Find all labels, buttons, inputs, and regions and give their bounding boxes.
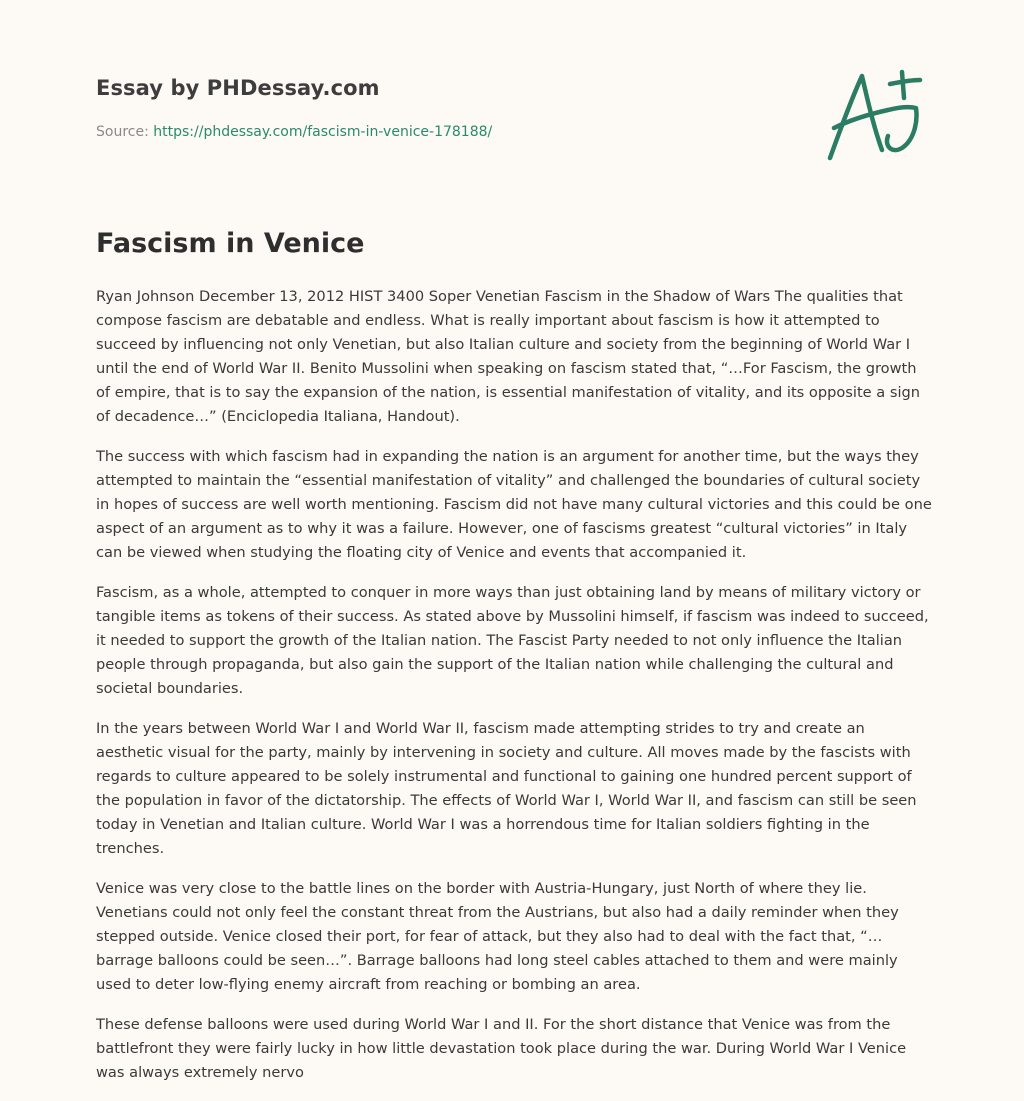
site-brand: Essay by PHDessay.com [96,76,380,100]
essay-paragraph: In the years between World War I and World War II, fascism made attempting strides to try and create an aesthetic visual for the party, mainly by intervening in society and culture. All moves made by the fascists with regards to culture appeared to be solely instrumental and functional to gaining one hundred percent support of the population in favor of the dictatorship. The effects of World War I, World War II, and fascism can still be seen today in Venetian and Italian culture. World War I was a horrendous time for Italian soldiers fighting in the trenches. [96,720,917,857]
essay-paragraph: Ryan Johnson December 13, 2012 HIST 3400 Soper Venetian Fascism in the Shadow of Wars The qualities that compose fascism are debatable and endless. What is really important about fascism is how it attempted to succeed by influencing not only Venetian, but also Italian culture and society from the beginning of World War I until the end of World War II. Benito Mussolini when speaking on fascism stated that, “…For Fascism, the growth of empire, that is to say the expansion of the nation, is essential manifestation of vitality, and its opposite a sign of decadence…” (Enciclopedia Italiana, Handout). [96,288,921,425]
essay-paragraph: Venice was very close to the battle lines on the border with Austria-Hungary, just North of where they lie. Venetians could not only feel the constant threat from the Austrians, but also had a daily reminder when they stepped outside. Venice closed their port, for fear of attack, but they also had to deal with the fact that, “…barrage balloons could be seen…”. Barrage balloons had long steel cables attached to them and were mainly used to deter low-flying enemy aircraft from reaching or bombing an area. [96,880,899,993]
a-plus-logo-icon [818,66,928,166]
essay-body [96,285,932,1101]
essay-paragraph: Fascism, as a whole, attempted to conquer in more ways than just obtaining land by means of military victory or tangible items as tokens of their success. As stated above by Mussolini himself, if fascism was indeed to succeed, it needed to support the growth of the Italian nation. The Fascist Party needed to not only influence the Italian people through propaganda, but also gain the support of the Italian nation while challenging the cultural and societal boundaries. [96,584,929,697]
essay-paragraph: These defense balloons were used during World War I and II. For the short distance that Venice was from the battlefront they were fairly lucky in how little devastation took place during the war. During World War I Venice was always extremely nervo [96,1016,907,1081]
source-label: Source: [96,124,154,140]
source-line [96,124,492,140]
source-link[interactable]: https://phdessay.com/fascism-in-venice-178188/ [153,124,493,140]
essay-paragraph: The success with which fascism had in expanding the nation is an argument for another time, but the ways they attempted to maintain the “essential manifestation of vitality” and challenged the boundaries of cultural society in hopes of success are well worth mentioning. Fascism did not have many cultural victories and this could be one aspect of an argument as to why it was a failure. However, one of fascisms greatest “cultural victories” in Italy can be viewed when studying the floating city of Venice and events that accompanied it. [96,448,932,561]
essay-title: Fascism in Venice [96,228,365,259]
